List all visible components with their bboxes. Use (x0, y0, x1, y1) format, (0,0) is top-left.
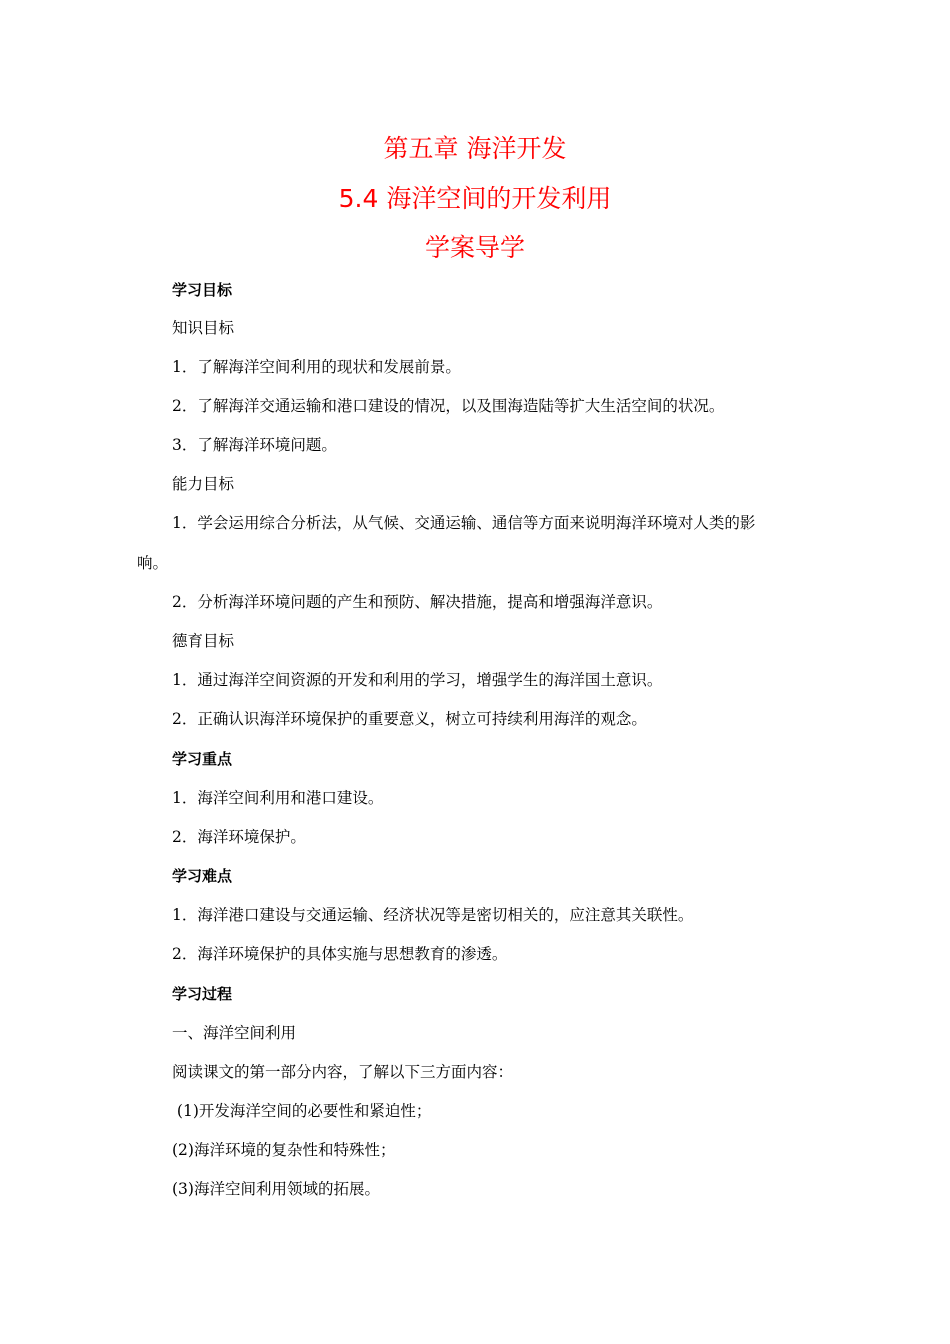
difficulties-heading: 学习难点 (172, 867, 233, 885)
ability-item-continuation: 响。 (137, 554, 169, 572)
section-title: 5.4 海洋空间的开发利用 (338, 184, 612, 213)
knowledge-item: 3．了解海洋环境问题。 (172, 436, 337, 454)
knowledge-objectives-heading: 知识目标 (172, 319, 235, 337)
objectives-heading: 学习目标 (172, 281, 233, 299)
process-heading: 学习过程 (172, 985, 233, 1003)
process-item: (2)海洋环境的复杂性和特殊性； (172, 1141, 396, 1159)
process-item: (3)海洋空间利用领域的拓展。 (172, 1180, 380, 1198)
process-intro: 阅读课文的第一部分内容，了解以下三方面内容： (172, 1063, 514, 1081)
knowledge-item: 2．了解海洋交通运输和港口建设的情况，以及围海造陆等扩大生活空间的状况。 (172, 397, 725, 415)
knowledge-item: 1．了解海洋空间利用的现状和发展前景。 (172, 358, 461, 376)
key-point-item: 2．海洋环境保护。 (172, 828, 306, 846)
key-points-heading: 学习重点 (172, 750, 233, 768)
difficulty-item: 2．海洋环境保护的具体实施与思想教育的渗透。 (172, 945, 508, 963)
document-subtitle: 学案导学 (424, 233, 525, 262)
chapter-title: 第五章 海洋开发 (383, 134, 567, 163)
moral-item: 2．正确认识海洋环境保护的重要意义，树立可持续利用海洋的观念。 (172, 710, 647, 728)
ability-objectives-heading: 能力目标 (172, 475, 235, 493)
ability-item: 2．分析海洋环境问题的产生和预防、解决措施，提高和增强海洋意识。 (172, 593, 663, 611)
process-item: (1)开发海洋空间的必要性和紧迫性； (172, 1102, 432, 1120)
difficulty-item: 1．海洋港口建设与交通运输、经济状况等是密切相关的，应注意其关联性。 (172, 906, 694, 924)
ability-item: 1．学会运用综合分析法，从气候、交通运输、通信等方面来说明海洋环境对人类的影 (172, 514, 756, 532)
key-point-item: 1．海洋空间利用和港口建设。 (172, 789, 384, 807)
moral-item: 1．通过海洋空间资源的开发和利用的学习，增强学生的海洋国土意识。 (172, 671, 663, 689)
moral-objectives-heading: 德育目标 (172, 632, 235, 650)
process-part1-heading: 一、海洋空间利用 (172, 1024, 297, 1042)
